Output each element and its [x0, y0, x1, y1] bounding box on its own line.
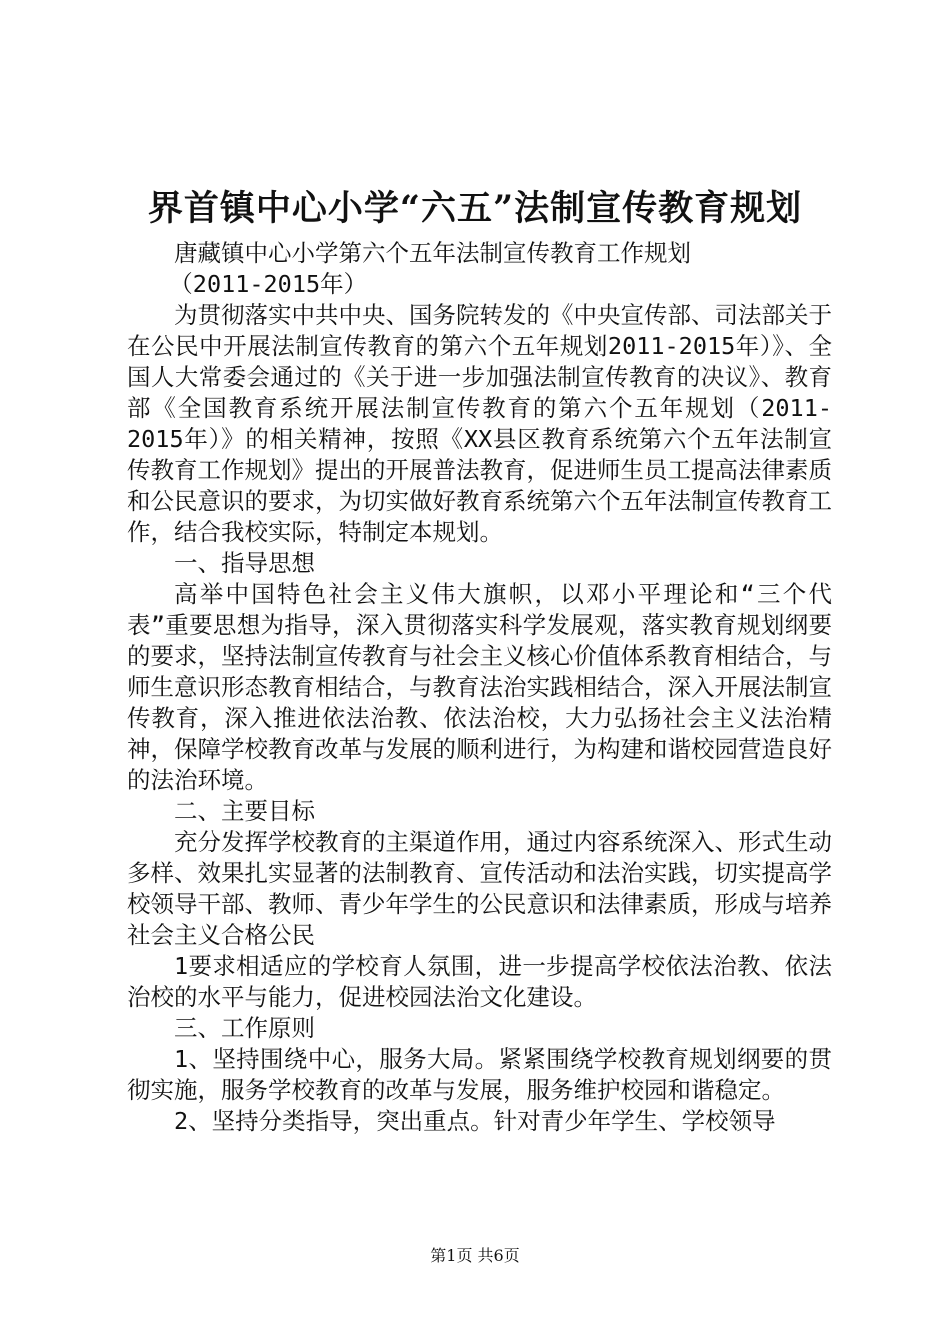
intro-paragraph: 为贯彻落实中共中央、国务院转发的《中央宣传部、司法部关于在公民中开展法制宣传教育的第六个五年规划2011-2015年）》、全国人大常委会通过的《关于进一步加强法制宣传教育的决议》、教育部《全国教育系统开展法制宣传教育的第六个五年规划（2011-2015年）》的相关精神，按照《XX县区教育系统第六个五年法制宣传教育工作规划》提出的开展普法教育，促进师生员工提高法律素质和公民意识的要求，为切实做好教育系统第六个五年法制宣传教育工作，结合我校实际，特制定本规划。: [127, 301, 832, 546]
main-goals-continuation-paragraph: 1要求相适应的学校育人氛围，进一步提高学校依法治教、依法治校的水平与能力，促进校园法治文化建设。: [127, 952, 832, 1011]
year-range-paragraph: （2011-2015年）: [169, 270, 368, 298]
guiding-thought-paragraph: 高举中国特色社会主义伟大旗帜，以邓小平理论和“三个代表”重要思想为指导，深入贯彻落实科学发展观，落实教育规划纲要的要求，坚持法制宣传教育与社会主义核心价值体系教育相结合，与师生意识形态教育相结合，与教育法治实践相结合，深入开展法制宣传教育，深入推进依法治教、依法治校，大力弘扬社会主义法治精神，保障学校教育改革与发展的顺利进行，为构建和谐校园营造良好的法治环境。: [127, 580, 832, 794]
section-heading-work-principles: 三、工作原则: [174, 1014, 315, 1042]
page-footer: 第1页 共6页: [430, 1246, 520, 1265]
subtitle-paragraph: 唐藏镇中心小学第六个五年法制宣传教育工作规划: [174, 239, 691, 267]
principle-1-paragraph: 1、坚持围绕中心，服务大局。紧紧围绕学校教育规划纲要的贯彻实施，服务学校教育的改革与发展，服务维护校园和谐稳定。: [127, 1045, 832, 1104]
main-goals-paragraph: 充分发挥学校教育的主渠道作用，通过内容系统深入、形式生动多样、效果扎实显著的法制教育、宣传活动和法治实践，切实提高学校领导干部、教师、青少年学生的公民意识和法律素质，形成与培养社会主义合格公民: [127, 828, 832, 949]
principle-2-paragraph: 2、坚持分类指导，突出重点。针对青少年学生、学校领导: [174, 1107, 776, 1135]
section-heading-main-goals: 二、主要目标: [174, 797, 315, 825]
document-title: 界首镇中心小学“六五”法制宣传教育规划: [147, 188, 803, 229]
section-heading-guiding-thought: 一、指导思想: [174, 549, 315, 577]
document-body: [127, 238, 832, 1137]
